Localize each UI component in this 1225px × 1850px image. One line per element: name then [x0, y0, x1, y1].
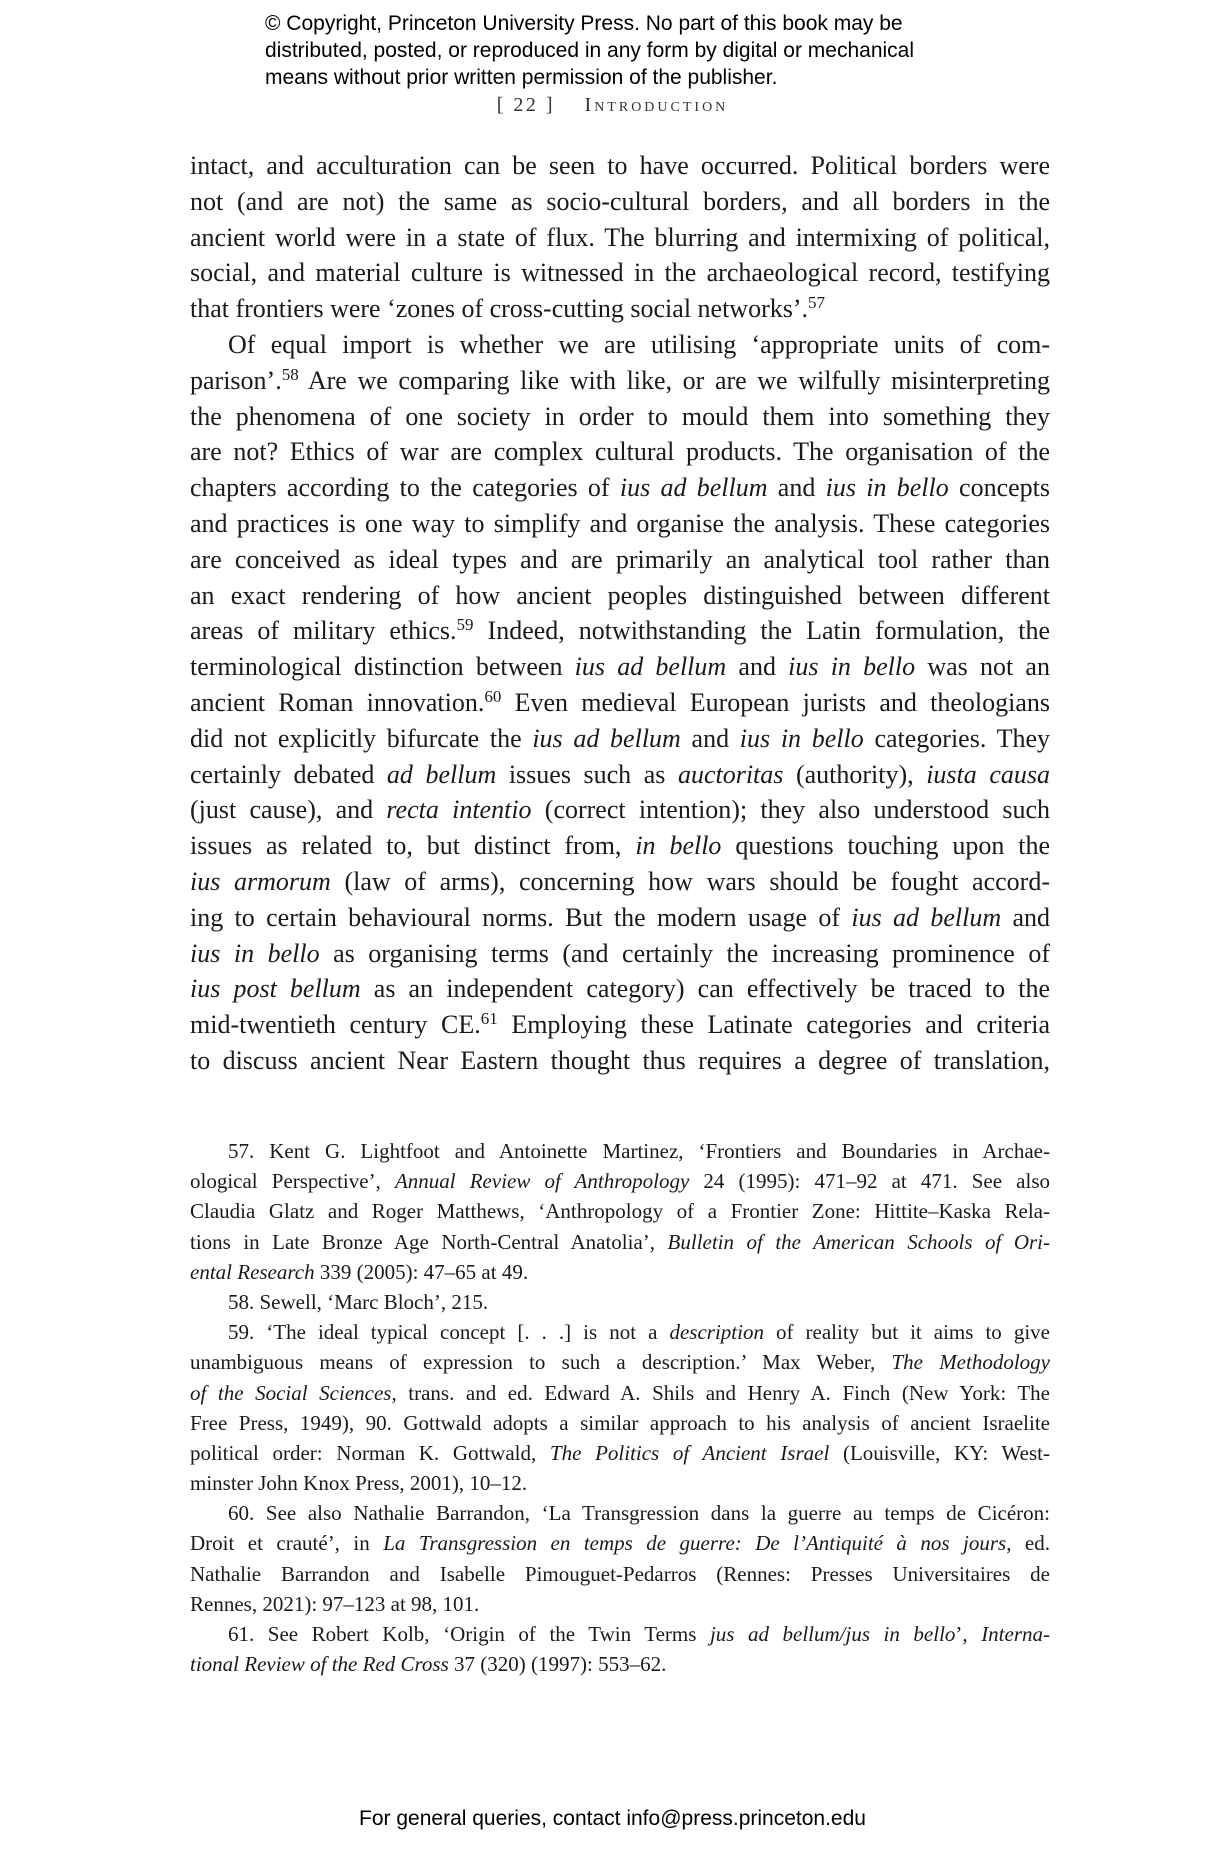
text-run: and — [1001, 902, 1050, 932]
text-line — [190, 613, 1050, 649]
footnote-59 — [190, 1317, 1050, 1347]
text-line: ancient world were in a state of flux. The blurring and intermixing of political, — [190, 222, 1050, 252]
text-run: , ed. — [1006, 1531, 1050, 1556]
footnote-line — [190, 1347, 1050, 1377]
italic-title: La Transgression en temps de guerre: De l’Antiquité à nos jours — [383, 1531, 1007, 1556]
text-run: ’, — [955, 1622, 982, 1646]
italic-term: iusta causa — [926, 759, 1050, 789]
contact-line: For general queries, contact info@press.princeton.edu — [359, 1807, 866, 1830]
text-line — [190, 864, 1050, 900]
text-run: political order: Norman K. Gottwald, — [190, 1440, 550, 1465]
text-line — [190, 1007, 1050, 1043]
italic-term: description — [669, 1320, 764, 1345]
footnote-60: 60. See also Nathalie Barrandon, ‘La Transgression dans la guerre au temps de Cicéron: — [228, 1501, 1050, 1526]
text-line — [190, 363, 1050, 399]
copyright-line: © Copyright, Princeton University Press. No part of this book may be — [265, 12, 903, 35]
text-line: and practices is one way to simplify and organise the analysis. These categories — [190, 508, 1050, 538]
italic-term: jus ad bellum/jus in bello — [709, 1622, 956, 1646]
text-line: not (and are not) the same as socio-cultural borders, and all borders in the — [190, 186, 1050, 216]
footnote-line: Claudia Glatz and Roger Matthews, ‘Anthropology of a Frontier Zone: Hittite–Kaska Rela- — [190, 1199, 1050, 1224]
italic-term: ius in bello — [788, 652, 916, 682]
text-run: of reality but it aims to give — [763, 1320, 1050, 1345]
text-run: and — [767, 473, 826, 503]
text-line: are not? Ethics of war are complex cultural products. The organisation of the — [190, 437, 1050, 467]
italic-title: ental Research — [190, 1259, 315, 1284]
footnote-61 — [190, 1619, 1050, 1649]
text-run: and — [680, 723, 740, 753]
text-run: mid-twentieth century CE. — [190, 1010, 481, 1040]
text-line — [190, 291, 1050, 327]
footnote-line — [190, 1378, 1050, 1408]
text-run: was not an — [915, 652, 1050, 682]
text-run: 37 (320) (1997): 553–62. — [448, 1652, 667, 1677]
text-run: tions in Late Bronze Age North-Central Anatolia’, — [190, 1229, 668, 1254]
text-run: ological Perspective’, — [190, 1169, 395, 1194]
text-run: as organising terms (and certainly the increasing prominence of — [319, 938, 1050, 968]
text-line — [190, 685, 1050, 721]
footnote-line: minster John Knox Press, 2001), 10–12. — [190, 1471, 528, 1496]
text-line — [190, 721, 1050, 757]
footnote-ref-60[interactable]: 60 — [484, 686, 502, 706]
text-line — [190, 649, 1050, 685]
italic-term: ius in bello — [190, 938, 320, 968]
text-run: chapters according to the categories of — [190, 473, 620, 503]
italic-term: ad bellum — [386, 759, 497, 789]
italic-title: The Politics of Ancient Israel — [549, 1440, 830, 1465]
copyright-notice — [265, 10, 1025, 91]
italic-term: ius ad bellum — [574, 652, 727, 682]
italic-term: ius armorum — [190, 866, 331, 896]
italic-term: ius ad bellum — [619, 473, 768, 503]
text-line: social, and material culture is witnessed in the archaeological record, testifying — [190, 258, 1050, 288]
footnote-line — [190, 1227, 1050, 1257]
text-run: categories. They — [863, 723, 1050, 753]
text-line — [190, 470, 1050, 506]
footnote-line — [190, 1257, 1050, 1287]
copyright-line: distributed, posted, or reproduced in any form by digital or mechanical — [265, 39, 915, 62]
text-run: as an independent category) can effectively be traced to the — [360, 974, 1050, 1004]
text-run: issues as related to, but distinct from, — [190, 831, 636, 861]
italic-term: auctoritas — [677, 759, 784, 789]
text-run: areas of military ethics. — [190, 616, 457, 646]
footnote-ref-58[interactable]: 58 — [281, 364, 299, 384]
text-run: terminological distinction between — [190, 652, 575, 682]
footnotes — [190, 1136, 1050, 1679]
text-line — [190, 936, 1050, 972]
text-line: an exact rendering of how ancient peoples distinguished between different — [190, 580, 1050, 610]
text-run: , trans. and ed. Edward A. Shils and Henry A. Finch (New York: The — [391, 1380, 1050, 1405]
text-run: that frontiers were ‘zones of cross-cutting social networks’. — [190, 294, 809, 324]
footnote-line — [190, 1649, 1050, 1679]
text-run: 339 (2005): 47–65 at 49. — [314, 1259, 529, 1284]
footnote-ref-59[interactable]: 59 — [456, 615, 474, 635]
italic-title: tional Review of the Red Cross — [190, 1652, 449, 1677]
text-line: intact, and acculturation can be seen to have occurred. Political borders were — [190, 151, 1050, 180]
footnote-line: Rennes, 2021): 97–123 at 98, 101. — [190, 1591, 480, 1616]
italic-title: Annual Review of Anthropology — [394, 1169, 690, 1194]
text-run: did not explicitly bifurcate the — [190, 723, 533, 753]
running-head — [0, 94, 1225, 117]
italic-title: Bulletin of the American Schools of Ori- — [667, 1229, 1050, 1254]
copyright-line: means without prior written permission of the publisher. — [265, 66, 778, 89]
footnote-line: Free Press, 1949), 90. Gottwald adopts a similar approach to his analysis of ancient Israelite — [190, 1410, 1050, 1435]
italic-title: The Methodology — [891, 1350, 1050, 1375]
text-run: Employing these Latinate categories and criteria — [497, 1010, 1050, 1040]
italic-term: recta intentio — [386, 795, 532, 825]
text-line: Of equal import is whether we are utilising ‘appropriate units of com- — [228, 329, 1050, 359]
text-line: are conceived as ideal types and are primarily an analytical tool rather than — [190, 544, 1050, 574]
text-line — [190, 792, 1050, 828]
footnote-57: 57. Kent G. Lightfoot and Antoinette Martinez, ‘Frontiers and Boundaries in Archae- — [228, 1139, 1050, 1163]
footnote-ref-57[interactable]: 57 — [808, 293, 826, 313]
body-text — [190, 148, 1050, 1079]
footnote-line: Nathalie Barrandon and Isabelle Pimouguet-Pedarros (Rennes: Presses Universitaires de — [190, 1561, 1050, 1586]
italic-term: ius in bello — [739, 723, 864, 753]
text-run: 59. ‘The ideal typical concept [. . .] is not a — [228, 1320, 670, 1345]
text-run: unambiguous means of expression to such a description.’ Max Weber, — [190, 1350, 892, 1375]
footnote-line — [190, 1166, 1050, 1196]
italic-title: Interna- — [981, 1622, 1051, 1646]
running-title: Introduction — [584, 94, 729, 116]
text-line: the phenomena of one society in order to mould them into something they — [190, 401, 1050, 431]
italic-term: ius ad bellum — [532, 723, 681, 753]
text-run: (Louisville, KY: West- — [829, 1440, 1050, 1465]
text-run: questions touching upon the — [721, 831, 1050, 861]
text-line — [190, 900, 1050, 936]
text-run: and — [726, 652, 789, 682]
text-run: Indeed, notwithstanding the Latin formulation, the — [473, 616, 1050, 646]
text-run: concepts — [948, 473, 1050, 503]
text-run: certainly debated — [190, 759, 387, 789]
text-line: to discuss ancient Near Eastern thought thus requires a degree of translation, — [190, 1045, 1050, 1075]
text-run: (correct intention); they also understood such — [531, 795, 1050, 825]
text-run: Droit et crauté’, in — [190, 1531, 384, 1556]
footnote-line — [190, 1528, 1050, 1558]
page-number: [ 22 ] — [496, 94, 556, 116]
text-run: (authority), — [783, 759, 927, 789]
text-run: ing to certain behavioural norms. But the modern usage of — [190, 902, 852, 932]
italic-term: ius ad bellum — [851, 902, 1002, 932]
text-line — [190, 971, 1050, 1007]
text-line — [190, 757, 1050, 793]
text-run: (just cause), and — [190, 795, 387, 825]
text-run: ancient Roman innovation. — [190, 687, 485, 717]
text-run: 61. See Robert Kolb, ‘Origin of the Twin Terms — [228, 1622, 710, 1646]
text-run: Are we comparing like with like, or are we wilfully misinterpreting — [298, 365, 1050, 395]
italic-title: of the Social Sciences — [190, 1380, 392, 1405]
text-run: issues such as — [496, 759, 678, 789]
footnote-line — [190, 1438, 1050, 1468]
italic-term: in bello — [635, 831, 722, 861]
text-run: Even medieval European jurists and theologians — [501, 687, 1050, 717]
footnote-58: 58. Sewell, ‘Marc Bloch’, 215. — [228, 1289, 489, 1314]
italic-term: ius post bellum — [190, 974, 361, 1004]
footnote-ref-61[interactable]: 61 — [480, 1009, 498, 1029]
text-line — [190, 828, 1050, 864]
text-run: (law of arms), concerning how wars should be fought accord- — [330, 866, 1050, 896]
italic-term: ius in bello — [825, 473, 949, 503]
text-run: 24 (1995): 471–92 at 471. See also — [689, 1169, 1050, 1194]
text-run: parison’. — [190, 365, 282, 395]
